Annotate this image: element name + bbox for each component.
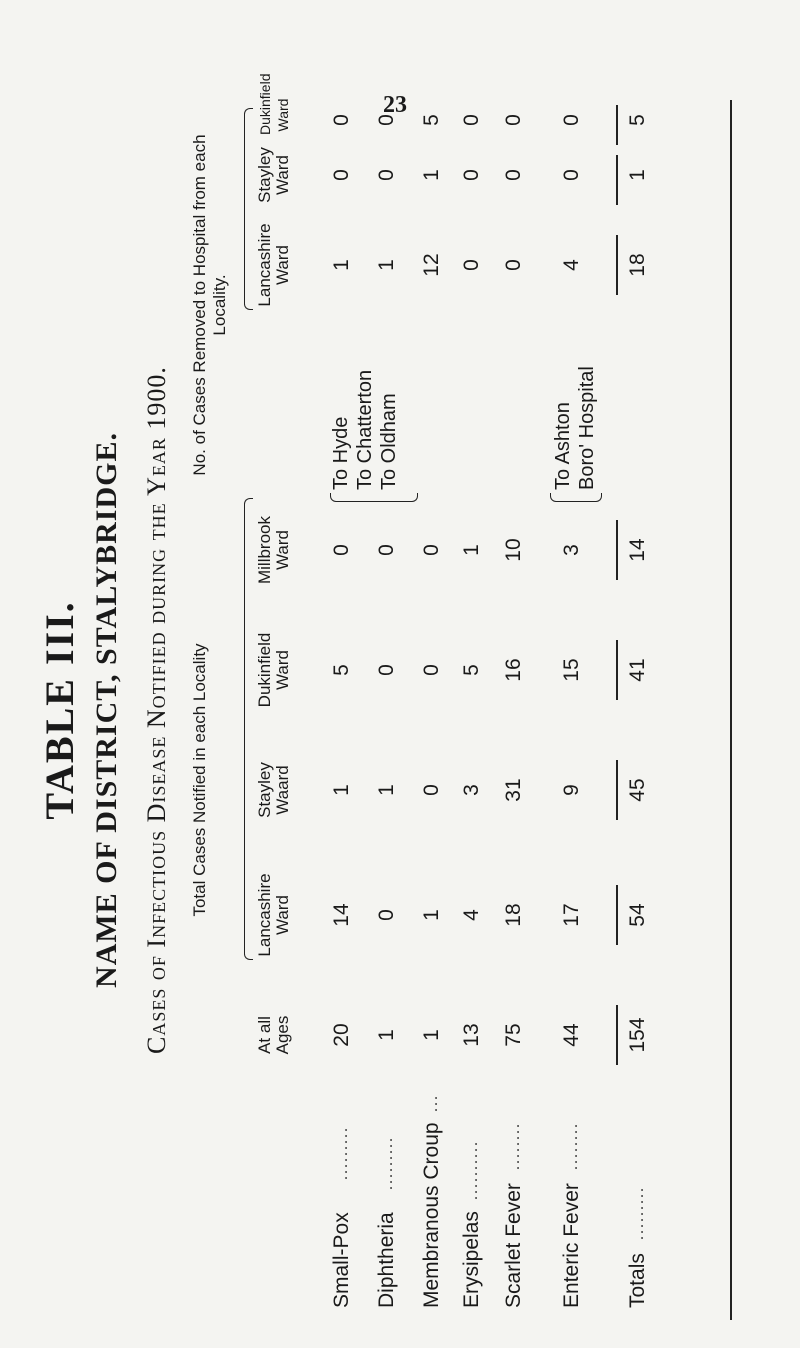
cell: 18 xyxy=(502,903,525,927)
cell: 14 xyxy=(626,538,649,562)
cell: 3 xyxy=(460,784,483,796)
cell: 4 xyxy=(460,909,483,921)
cell: 3 xyxy=(560,544,583,556)
cell: 0 xyxy=(330,169,353,181)
cell: 0 xyxy=(375,544,398,556)
cell: 0 xyxy=(560,169,583,181)
cell: 0 xyxy=(375,909,398,921)
cell: 0 xyxy=(460,114,483,126)
leader-dots: ... xyxy=(424,1094,441,1112)
leader-dots: ........ xyxy=(506,1122,523,1170)
district-name: NAME OF DISTRICT, STALYBRIDGE. xyxy=(90,432,123,988)
page-number: 23 xyxy=(383,92,407,118)
totals-label: Totals xyxy=(626,1253,649,1308)
cell: 0 xyxy=(420,664,443,676)
leader-dots: ......... xyxy=(334,1126,351,1180)
cell: 1 xyxy=(420,909,443,921)
cell: 1 xyxy=(330,259,353,271)
totals-rule xyxy=(616,760,618,820)
cell: 12 xyxy=(420,253,443,277)
page-border xyxy=(730,100,732,1320)
totals-rule xyxy=(616,155,618,205)
cell: 13 xyxy=(460,1023,483,1047)
cell: 17 xyxy=(560,903,583,927)
table-caption: Cases of Infectious Disease Notified during the Year 1900. xyxy=(142,366,171,1054)
cell: 54 xyxy=(626,903,649,927)
cell: 1 xyxy=(626,169,649,181)
row-label: Enteric Fever xyxy=(560,1183,583,1308)
cell: 1 xyxy=(375,259,398,271)
cell: 44 xyxy=(560,1023,583,1047)
col-notified-dukinfield: Dukinfield Ward xyxy=(255,632,292,708)
cell: 0 xyxy=(502,259,525,271)
cell: 1 xyxy=(420,169,443,181)
destination-boro-hospital: Boro' Hospital xyxy=(576,366,598,490)
totals-rule xyxy=(616,640,618,700)
cell: 0 xyxy=(420,784,443,796)
row-label: Small-Pox xyxy=(330,1212,353,1308)
cell: 0 xyxy=(420,544,443,556)
col-removed-stayley: Stayley Ward xyxy=(255,147,292,203)
cell: 45 xyxy=(626,778,649,802)
cell: 14 xyxy=(330,903,353,927)
destination-oldham: To Oldham xyxy=(378,393,400,490)
notified-group-header: Total Cases Notified in each Locality xyxy=(190,643,209,917)
destination-hyde: To Hyde xyxy=(330,416,352,490)
cell: 0 xyxy=(375,169,398,181)
cell: 5 xyxy=(626,114,649,126)
col-all-ages: At all Ages xyxy=(255,1015,292,1055)
cell: 1 xyxy=(375,784,398,796)
destination-brace-1 xyxy=(330,493,418,502)
cell: 41 xyxy=(626,658,649,682)
cell: 0 xyxy=(375,664,398,676)
cell: 4 xyxy=(560,259,583,271)
cell: 5 xyxy=(420,114,443,126)
cell: 1 xyxy=(420,1029,443,1041)
cell: 0 xyxy=(460,169,483,181)
cell: 15 xyxy=(560,658,583,682)
leader-dots: ......... xyxy=(379,1136,396,1190)
cell: 5 xyxy=(460,664,483,676)
cell: 0 xyxy=(330,114,353,126)
leader-dots: ........ xyxy=(564,1122,581,1170)
destination-brace-2 xyxy=(550,493,602,502)
cell: 1 xyxy=(330,784,353,796)
cell: 10 xyxy=(502,538,525,562)
cell: 75 xyxy=(502,1023,525,1047)
row-label: Erysipelas xyxy=(460,1211,483,1308)
cell: 0 xyxy=(502,169,525,181)
cell: 0 xyxy=(375,114,398,126)
cell: 16 xyxy=(502,658,525,682)
cell: 20 xyxy=(330,1023,353,1047)
cell: 154 xyxy=(626,1017,649,1053)
table-iii xyxy=(30,73,780,1320)
totals-rule xyxy=(616,885,618,945)
totals-rule xyxy=(616,520,618,580)
totals-rule xyxy=(616,1005,618,1065)
row-label: Diphtheria xyxy=(375,1212,398,1308)
cell: 31 xyxy=(502,778,525,802)
row-label: Membranous Croup xyxy=(420,1122,443,1308)
col-notified-millbrook: Millbrook Ward xyxy=(255,515,292,585)
cell: 0 xyxy=(460,259,483,271)
totals-rule xyxy=(616,105,618,145)
col-removed-lancashire: Lancashire Ward xyxy=(255,223,292,307)
row-label: Scarlet Fever xyxy=(502,1183,525,1308)
col-removed-dukinfield: Dukinfield Ward xyxy=(257,73,291,135)
cell: 1 xyxy=(460,544,483,556)
leader-dots: .......... xyxy=(464,1140,481,1200)
cell: 0 xyxy=(560,114,583,126)
col-notified-stayley: Stayley Waard xyxy=(255,762,292,818)
destination-ashton: To Ashton xyxy=(552,402,574,490)
removed-group-header: No. of Cases Removed to Hospital from each Locality. xyxy=(190,134,229,476)
col-notified-lancashire: Lancashire Ward xyxy=(255,873,292,957)
cell: 5 xyxy=(330,664,353,676)
cell: 1 xyxy=(375,1029,398,1041)
notified-brace xyxy=(244,498,253,960)
totals-rule xyxy=(616,235,618,295)
cell: 0 xyxy=(330,544,353,556)
removed-brace xyxy=(244,108,253,310)
table-title: TABLE III. xyxy=(37,600,82,820)
destination-chatterton: To Chatterton xyxy=(354,369,376,490)
cell: 18 xyxy=(626,253,649,277)
cell: 9 xyxy=(560,784,583,796)
leader-dots: ......... xyxy=(630,1186,647,1240)
cell: 0 xyxy=(502,114,525,126)
